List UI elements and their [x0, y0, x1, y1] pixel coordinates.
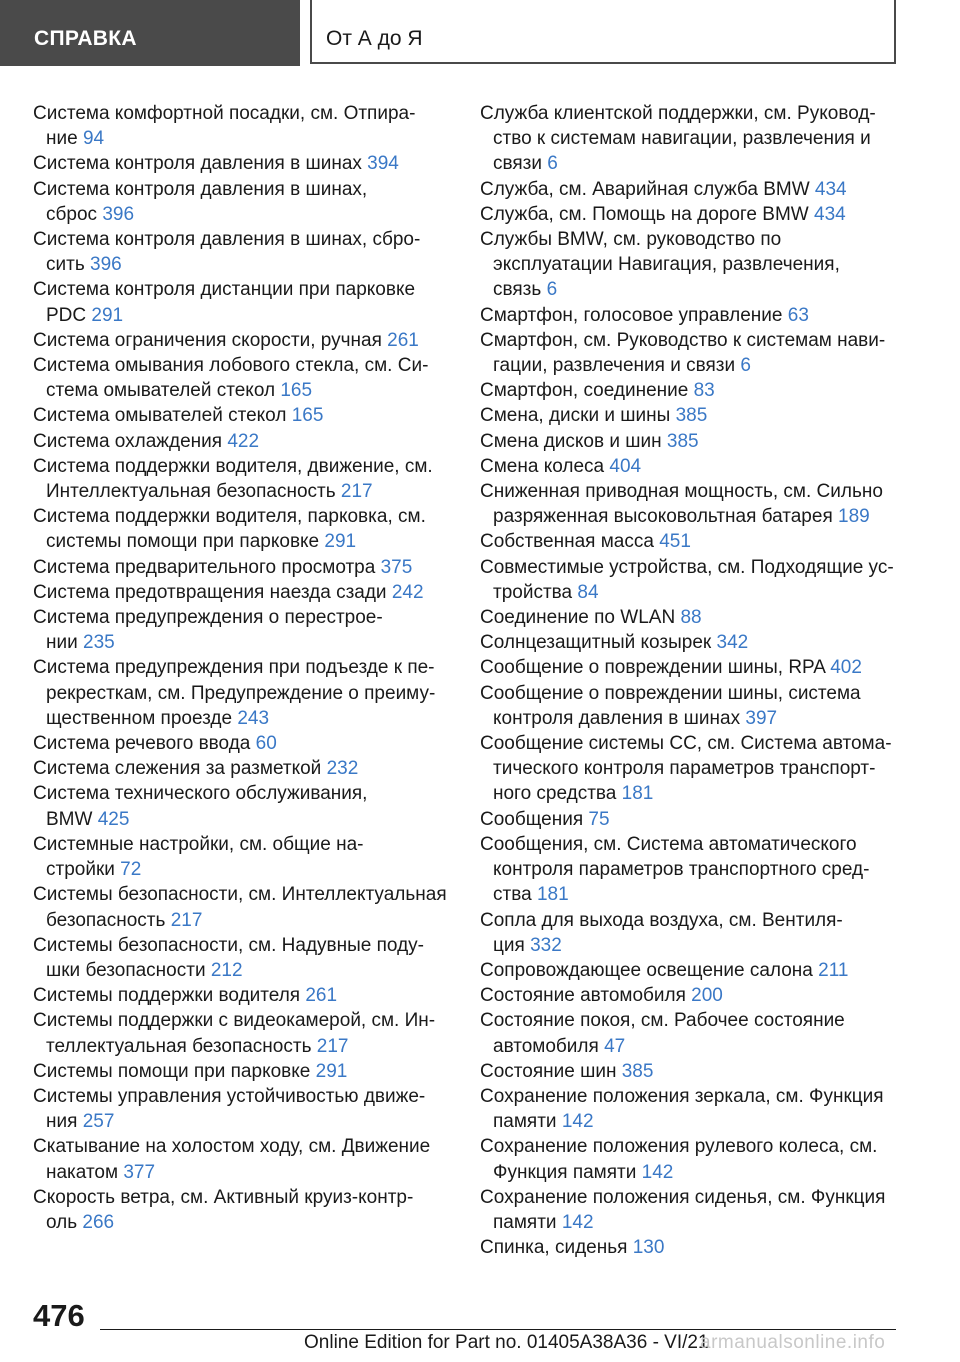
page-reference-link[interactable]: 385 — [621, 1060, 654, 1082]
index-entry-text: связи — [493, 153, 542, 175]
index-entry — [480, 1235, 900, 1260]
index-entry-text: Состояние шин — [480, 1060, 617, 1082]
edition-note: Online Edition for Part no. 01405A38A36 - VI/21 — [304, 1332, 709, 1353]
index-entry-text: рекресткам, см. Предупреждение о преиму- — [46, 682, 436, 704]
page-reference-link[interactable]: 181 — [536, 884, 569, 906]
index-entry-text: Соединение по WLAN — [480, 607, 676, 629]
page-reference-link[interactable]: 142 — [561, 1111, 594, 1133]
index-entry-text: Система предварительного просмотра — [33, 556, 376, 578]
index-entry-text: Сообщение о повреждении шины, система — [480, 682, 861, 704]
index-entry — [480, 832, 900, 908]
page-reference-link[interactable]: 130 — [632, 1237, 665, 1259]
index-entry-text: стройки — [46, 859, 115, 881]
page-reference-link[interactable]: 377 — [123, 1161, 156, 1183]
page-reference-link[interactable]: 6 — [547, 153, 558, 175]
index-entry — [33, 933, 453, 983]
index-entry — [480, 1185, 900, 1235]
index-entry-text: Система предотвращения наезда сзади — [33, 581, 387, 603]
page-reference-link[interactable]: 434 — [814, 203, 846, 225]
index-column-right — [480, 101, 900, 1260]
page-reference-link[interactable]: 332 — [530, 934, 562, 956]
index-entry — [480, 681, 900, 731]
index-entry-text: Система контроля давления в шинах, — [33, 178, 368, 200]
index-entry-text: Сообщение системы CC, см. Система автома- — [480, 733, 892, 755]
page-reference-link[interactable]: 243 — [237, 707, 270, 729]
index-entry — [480, 454, 900, 479]
page-reference-link[interactable]: 266 — [82, 1211, 115, 1233]
index-entry-text: Сообщения — [480, 808, 584, 830]
index-entry — [480, 605, 900, 630]
page-reference-link[interactable]: 94 — [82, 128, 105, 150]
page-reference-link[interactable]: 83 — [693, 380, 715, 402]
index-entry — [33, 277, 453, 327]
index-entry — [33, 1059, 453, 1084]
index-entry-text: эксплуатации Навигация, развлечения, — [493, 254, 840, 276]
page-reference-link[interactable]: 257 — [82, 1111, 115, 1133]
page-reference-link[interactable]: 72 — [120, 859, 142, 881]
index-entry-text: Системы безопасности, см. Интеллектуальная — [33, 884, 447, 906]
index-column-left — [33, 101, 453, 1235]
index-entry-text: Спинка, сиденья — [480, 1237, 628, 1259]
page-reference-link[interactable]: 404 — [609, 455, 642, 477]
page-reference-link[interactable]: 375 — [380, 556, 413, 578]
index-entry — [33, 731, 453, 756]
page-reference-link[interactable]: 60 — [255, 733, 277, 755]
page-reference-link[interactable]: 291 — [91, 304, 124, 326]
index-entry — [480, 403, 900, 428]
index-entry-text: Система омывания лобового стекла, см. Си- — [33, 355, 429, 377]
index-entry — [33, 882, 453, 932]
index-entry-text: Сообщение о повреждении шины, RPA — [480, 657, 825, 679]
index-entry-text: контроля параметров транспортного сред- — [493, 859, 870, 881]
index-entry-text: Сохранение положения рулевого колеса, см. — [480, 1136, 878, 1158]
index-entry — [480, 101, 900, 177]
page-reference-link[interactable]: 84 — [577, 581, 599, 603]
index-entry-text: Смена колеса — [480, 455, 605, 477]
index-entry-text: разряженная высоковольтная батарея — [493, 506, 833, 528]
page-reference-link[interactable]: 402 — [830, 657, 862, 679]
page-reference-link[interactable]: 212 — [210, 959, 243, 981]
index-entry-text: Смартфон, см. Руководство к системам нави- — [480, 329, 886, 351]
index-entry-text: Система поддержки водителя, парковка, см. — [33, 506, 426, 528]
index-entry-text: Система контроля давления в шинах, сбро- — [33, 229, 421, 251]
index-entry — [33, 454, 453, 504]
page-reference-link[interactable]: 422 — [227, 430, 260, 452]
index-entry-text: Служба клиентской поддержки, см. Руковод- — [480, 103, 876, 124]
index-entry-text: Скатывание на холостом ходу, см. Движение — [33, 1136, 431, 1158]
index-entry-text: Совместимые устройства, см. Подходящие ус- — [480, 556, 894, 578]
index-entry-text: Система контроля дистанции при парковке — [33, 279, 416, 301]
index-entry-text: Система ограничения скорости, ручная — [33, 329, 382, 351]
page-reference-link[interactable]: 181 — [621, 783, 654, 805]
index-entry-text: Состояние автомобиля — [480, 985, 686, 1007]
index-entry — [480, 908, 900, 958]
index-entry-text: тического контроля параметров транспорт- — [493, 758, 876, 780]
index-entry-text: Системные настройки, см. общие на- — [33, 833, 364, 855]
index-entry-text: Сниженная приводная мощность, см. Сильно — [480, 481, 883, 503]
index-entry — [480, 429, 900, 454]
index-entry-text: Система комфортной посадки, см. Отпира- — [33, 103, 416, 124]
index-entry-text: Смартфон, соединение — [480, 380, 689, 402]
page-reference-link[interactable]: 200 — [691, 985, 723, 1007]
index-entry — [33, 781, 453, 831]
index-entry-text: ния — [46, 1111, 78, 1133]
index-entry-text: ства — [493, 884, 532, 906]
index-entry-text: системы помощи при парковке — [46, 531, 320, 553]
page-reference-link[interactable]: 217 — [170, 909, 203, 931]
index-entry-text: Интеллектуальная безопасность — [46, 481, 336, 503]
index-entry-text: щественном проезде — [46, 707, 233, 729]
index-entry — [33, 580, 453, 605]
page-reference-link[interactable]: 75 — [588, 808, 610, 830]
index-entry-text: Служба, см. Аварийная служба BMW — [480, 178, 810, 200]
index-entry — [480, 807, 900, 832]
index-entry — [33, 983, 453, 1008]
section-title: СПРАВКА — [0, 0, 300, 66]
index-entry-text: Сохранение положения сиденья, см. Функция — [480, 1186, 886, 1208]
index-entry — [480, 303, 900, 328]
index-entry-text: стема омывателей стекол — [46, 380, 276, 402]
page-reference-link[interactable]: 242 — [391, 581, 424, 603]
index-entry-text: Система предупреждения о перестрое- — [33, 607, 383, 629]
index-entry-text: Сохранение положения зеркала, см. Функция — [480, 1085, 884, 1107]
index-entry-text: связь — [493, 279, 542, 301]
page-reference-link[interactable]: 434 — [814, 178, 847, 200]
index-entry — [33, 756, 453, 781]
index-entry-text: Система омывателей стекол — [33, 405, 287, 427]
index-entry — [480, 983, 900, 1008]
index-entry — [480, 378, 900, 403]
index-entry-text: сить — [46, 254, 85, 276]
index-entry-text: тройства — [493, 581, 573, 603]
index-entry-text: безопасность — [46, 909, 166, 931]
index-entry-text: Служба, см. Помощь на дороге BMW — [480, 203, 809, 225]
index-entry — [33, 1084, 453, 1134]
index-entry-text: ство к системам навигации, развлечения и — [493, 128, 871, 150]
index-entry — [480, 630, 900, 655]
page-reference-link[interactable]: 6 — [740, 355, 751, 377]
page-reference-link[interactable]: 217 — [340, 481, 373, 503]
page-reference-link[interactable]: 165 — [280, 380, 313, 402]
index-entry-text: Система технического обслуживания, — [33, 783, 368, 805]
index-entry-text: Система контроля давления в шинах — [33, 153, 362, 175]
index-entry — [33, 555, 453, 580]
index-entry — [33, 1185, 453, 1235]
page-reference-link[interactable]: 6 — [546, 279, 558, 301]
index-entry — [480, 1084, 900, 1134]
index-entry — [33, 101, 453, 151]
index-entry-text: Системы безопасности, см. Надувные поду- — [33, 934, 424, 956]
page-reference-link[interactable]: 396 — [90, 254, 122, 276]
index-entry — [33, 504, 453, 554]
page-reference-link[interactable]: 211 — [818, 959, 849, 981]
index-entry — [33, 832, 453, 882]
page-reference-link[interactable]: 189 — [838, 506, 870, 528]
index-entry-text: Состояние покоя, см. Рабочее состояние — [480, 1010, 845, 1032]
index-entry-text: Система речевого ввода — [33, 733, 251, 755]
index-entry-text: ция — [493, 934, 525, 956]
page-reference-link[interactable]: 385 — [675, 405, 708, 427]
page-reference-link[interactable]: 88 — [680, 607, 702, 629]
index-entry-text: Службы BMW, см. руководство по — [480, 229, 782, 251]
index-entry-text: Сопровождающее освещение салона — [480, 959, 813, 981]
index-entry-text: Системы поддержки с видеокамерой, см. Ин- — [33, 1010, 436, 1032]
index-entry-text: Скорость ветра, см. Активный круиз-контр- — [33, 1186, 414, 1208]
page-reference-link[interactable]: 451 — [659, 531, 691, 553]
index-entry-text: BMW — [46, 808, 93, 830]
page-reference-link[interactable]: 47 — [604, 1035, 626, 1057]
index-entry — [33, 655, 453, 731]
page-reference-link[interactable]: 235 — [83, 632, 115, 654]
index-entry — [480, 202, 900, 227]
index-entry-text: Сообщения, см. Система автоматического — [480, 833, 857, 855]
index-entry-text: памяти — [493, 1111, 557, 1133]
index-entry — [480, 1134, 900, 1184]
page-reference-link[interactable]: 425 — [97, 808, 130, 830]
page-reference-link[interactable]: 261 — [305, 985, 338, 1007]
page-reference-link[interactable]: 291 — [315, 1060, 348, 1082]
index-entry-text: шки безопасности — [46, 959, 206, 981]
index-entry-text: гации, развлечения и связи — [493, 355, 736, 377]
page-reference-link[interactable]: 394 — [367, 153, 399, 175]
index-entry-text: PDC — [46, 304, 87, 326]
index-entry — [33, 605, 453, 655]
page-reference-link[interactable]: 217 — [316, 1035, 349, 1057]
index-entry-text: автомобиля — [493, 1035, 599, 1057]
index-entry — [480, 655, 900, 680]
page-reference-link[interactable]: 385 — [666, 430, 699, 452]
index-entry — [33, 1134, 453, 1184]
index-entry — [33, 353, 453, 403]
index-entry — [480, 1008, 900, 1058]
index-entry-text: ние — [46, 128, 78, 150]
index-entry — [480, 328, 900, 378]
index-entry-text: сброс — [46, 203, 98, 225]
index-entry — [480, 529, 900, 554]
watermark-logo: armanualsonline.info — [700, 1332, 886, 1353]
chapter-title: От А до Я — [310, 0, 896, 64]
index-entry — [33, 1008, 453, 1058]
index-entry-text: Солнцезащитный козырек — [480, 632, 712, 654]
index-entry-text: Система поддержки водителя, движение, см. — [33, 455, 433, 477]
page-reference-link[interactable]: 396 — [102, 203, 135, 225]
index-entry — [33, 403, 453, 428]
page-reference-link[interactable]: 342 — [716, 632, 749, 654]
index-entry-text: Системы управления устойчивостью движе- — [33, 1085, 426, 1107]
page-reference-link[interactable]: 142 — [561, 1211, 594, 1233]
index-entry-text: теллектуальная безопасность — [46, 1035, 312, 1057]
index-entry-text: Система слежения за разметкой — [33, 758, 322, 780]
page-header — [0, 0, 960, 66]
index-entry-text: Системы помощи при парковке — [33, 1060, 311, 1082]
index-entry — [480, 1059, 900, 1084]
page-reference-link[interactable]: 63 — [787, 304, 809, 326]
index-entry-text: Собственная масса — [480, 531, 654, 553]
index-entry — [480, 227, 900, 303]
page-reference-link[interactable]: 232 — [326, 758, 359, 780]
page-number: 476 — [33, 1298, 85, 1333]
index-entry-text: Функция памяти — [493, 1161, 637, 1183]
index-entry — [480, 479, 900, 529]
page-reference-link[interactable]: 261 — [387, 329, 419, 351]
index-entry — [33, 328, 453, 353]
index-entry-text: контроля давления в шинах — [493, 707, 741, 729]
index-entry — [480, 958, 900, 983]
page-reference-link[interactable]: 142 — [641, 1161, 674, 1183]
index-entry-text: Система предупреждения при подъезде к пе- — [33, 657, 435, 679]
index-entry — [480, 731, 900, 807]
page-reference-link[interactable]: 291 — [324, 531, 357, 553]
index-entry-text: Система охлаждения — [33, 430, 223, 452]
index-entry-text: Смена дисков и шин — [480, 430, 662, 452]
index-entry-text: нии — [46, 632, 78, 654]
index-entry-text: накатом — [46, 1161, 119, 1183]
index-entry-text: Системы поддержки водителя — [33, 985, 301, 1007]
footer-rule — [100, 1329, 896, 1330]
index-entry — [33, 177, 453, 227]
index-entry-text: оль — [46, 1211, 78, 1233]
index-entry-text: Сопла для выхода воздуха, см. Вентиля- — [480, 909, 843, 931]
index-entry-text: памяти — [493, 1211, 557, 1233]
index-entry-text: ного средства — [493, 783, 617, 805]
index-entry-text: Смена, диски и шины — [480, 405, 671, 427]
index-entry — [33, 227, 453, 277]
index-entry — [480, 555, 900, 605]
index-entry — [480, 177, 900, 202]
page-reference-link[interactable]: 397 — [745, 707, 778, 729]
index-entry — [33, 151, 453, 176]
index-entry — [33, 429, 453, 454]
index-entry-text: Смартфон, голосовое управление — [480, 304, 783, 326]
page-reference-link[interactable]: 165 — [291, 405, 324, 427]
